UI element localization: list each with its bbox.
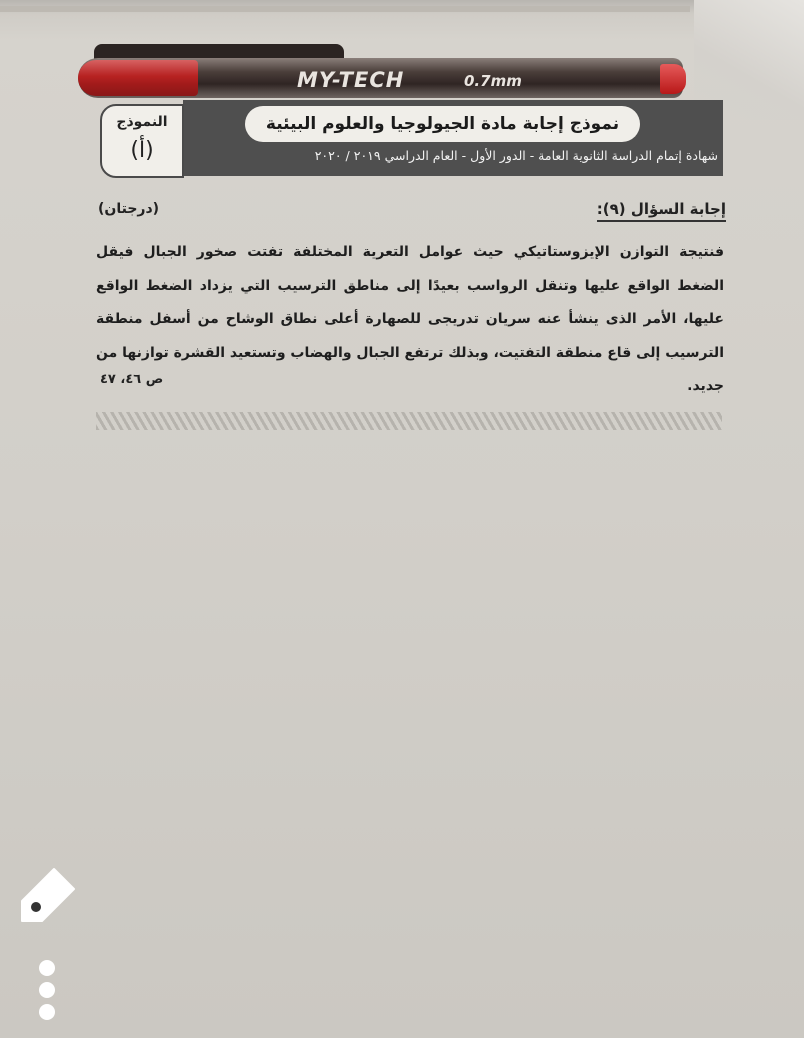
page-title: نموذج إجابة مادة الجيولوجيا والعلوم البيئية: [245, 106, 640, 142]
question-marks: (درجتان): [98, 201, 160, 217]
page-subtitle: شهادة إتمام الدراسة الثانوية العامة - الدور الأول - العام الدراسي ٢٠١٩ / ٢٠٢٠: [314, 148, 718, 163]
question-title: إجابة السؤال (٩):: [597, 200, 726, 222]
tag-icon[interactable]: [16, 863, 80, 927]
pen-cap: [78, 60, 198, 96]
model-code: (أ): [130, 138, 154, 163]
pen-tip: [660, 64, 686, 94]
answer-text: فنتيجة التوازن الإيزوستاتيكي حيث عوامل التعرية المختلفة تفتت صخور الجبال فيقل الضغط الواقع عليها وتنقل الرواسب بعيدًا إلى مناطق الترسيب التي يزداد الضغط الواقع عليها، الأمر الذى ينشأ عنه سريان تدريجى للصهارة أعلى نطاق الوشاح من أسفل منطقة الترسيب إلى قاع منطقة التفتيت، وبذلك ترتفع الجبال والهضاب وتستعيد القشرة توازنها من جديد.: [96, 244, 724, 394]
page-top-edge: [0, 6, 690, 12]
pen-brand-text: MY-TECH: [297, 68, 405, 92]
pen-image: [72, 44, 692, 106]
section-divider: [96, 412, 722, 430]
page-reference: ص ٤٦، ٤٧: [100, 372, 164, 387]
model-badge: [100, 104, 184, 178]
more-vertical-icon[interactable]: [36, 958, 58, 1024]
model-label: النموذج: [116, 114, 168, 130]
pen-size-text: 0.7mm: [464, 72, 522, 90]
